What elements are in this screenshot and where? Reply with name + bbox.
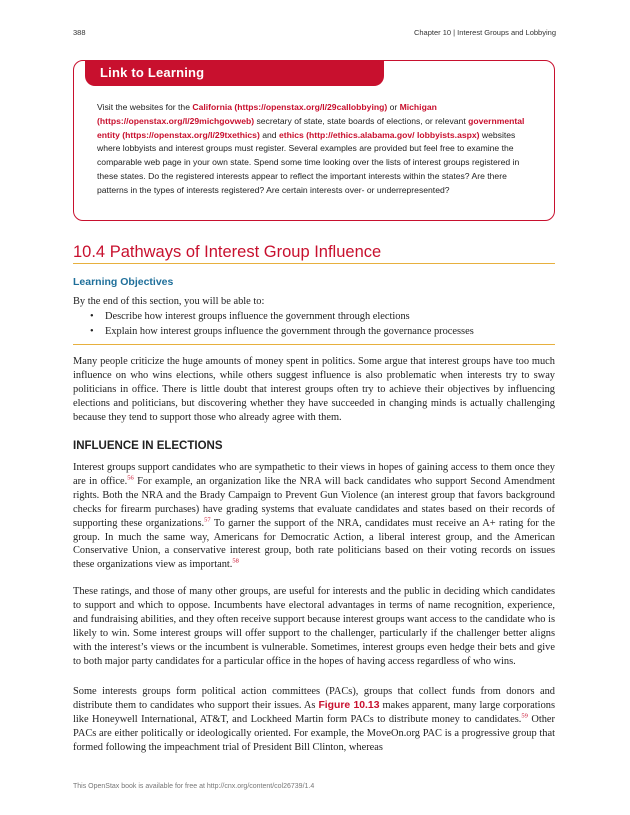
footnote-58[interactable]: 58 [232,557,239,565]
page-number: 388 [73,28,86,37]
p1-text-c: To garner the support of the NRA, candidates must receive an A+ rating for the group. In much the same way, Americans for Democratic Action, a liberal interest group, and the American Conservative Union, a conservative interest group, both rate politicians based on their voting records on issues these organizations view as important. [73,517,555,571]
ltl-text-2: or [387,102,400,112]
p3-text-c: Other PACs are either politically or ideologically oriented. For example, the MoveOn.org PAC is a progressive group that formed following the impeachment trial of President Bill Clinton, whereas [73,713,555,753]
california-link[interactable]: California (https://openstax.org/l/29callobbying) [192,102,388,112]
link-to-learning-title: Link to Learning [85,60,384,86]
objective-item: • Explain how interest groups influence the government through the governance processes [90,325,550,340]
footnote-57[interactable]: 57 [204,516,211,524]
governmental-entity-link[interactable]: governmental entity (https://openstax.org/l/29txethics) [97,115,525,140]
p3-text-b: makes apparent, many large corporations like Honeywell International, AT&T, and Lockheed Martin form PACs to distribute money to candidates. [73,699,556,725]
subsection-heading: INFLUENCE IN ELECTIONS [73,440,223,452]
p3-text-a: Some interests groups form political action committees (PACs), groups that collect funds from donors and distribute them to candidates who support their issues. As [73,686,555,711]
paragraph-2: These ratings, and those of many other groups, are useful for interests and the public in deciding which candidates to support and which to oppose. Incumbents have electoral advantages in terms of name recognition, experience, and fundraising abilities, and they often receive support because interest groups want access to the candidate who is likely to win. Some interest groups will offer support to the challenger, particularly if the challenger better aligns with the interest’s views or the incumbent is vulnerable. Sometimes, interest groups even hedge their bets and give to both major party candidates for a particular office in the hopes of having access regardless of who wins. [73,586,555,667]
link-to-learning-text [97,101,537,198]
ltl-text-1: Visit the websites for the [97,102,193,112]
objectives-intro: By the end of this section, you will be able to: [73,296,265,307]
section-title: 10.4 Pathways of Interest Group Influence [73,243,382,261]
footnote-56[interactable]: 56 [127,474,134,482]
learning-objectives-heading: Learning Objectives [73,276,174,288]
ltl-text-3: secretary of state, state boards of elections, or relevant [254,115,469,126]
objectives-list [90,310,550,339]
figure-10-13-link[interactable]: Figure 10.13 [318,699,380,711]
michigan-link[interactable]: Michigan (https://openstax.org/l/29michgovweb) [97,102,437,126]
objective-item: • Describe how interest groups influence the government through elections [90,310,550,325]
footer-availability: This OpenStax book is available for free at http://cnx.org/content/col26739/1.4 [73,783,315,790]
objectives-rule [73,344,555,345]
paragraph-3 [73,685,555,755]
p1-text-a: Interest groups support candidates who are sympathetic to their views in hopes of gaining access to them once they are in office. [73,462,555,487]
chapter-running-head: Chapter 10 | Interest Groups and Lobbying [413,28,556,37]
paragraph-1 [73,461,555,572]
section-title-rule [73,263,555,264]
ethics-link[interactable]: ethics (http://ethics.alabama.gov/ lobbyists.aspx) [278,129,480,140]
intro-paragraph: Many people criticize the huge amounts of money spent in politics. Some argue that interest groups have too much influence on who wins elections, while others suggest influence is also problematic when interests try to sway politicians in office. There is little doubt that interest groups often try to achieve their objectives by influencing elections and politicians, but discovering whether they have succeeded in changing minds is actually challenging because they tend to support those who already agree with them. [73,356,555,423]
p1-text-b: For example, an organization like the NRA will back candidates who support Second Amendment rights. Both the NRA and the Brady Campaign to Prevent Gun Violence (an interest group that favors background checks for firearm purchases) have grading systems that evaluate candidates and states based on their records of supporting these organizations. [73,475,555,529]
ltl-text-5: websites where lobbyists and interest groups must register. Several examples are provided but feel free to examine the comparable web page in your own state. Spend some time looking over the lists of interest groups registered in these states. Do the registered interests appear to reflect the important interests within the states? Are there patterns in the types of interests registered? Are certain interests over- or underrepresented? [97,129,520,195]
ltl-text-4: and [259,129,279,140]
footnote-59[interactable]: 59 [521,712,528,720]
